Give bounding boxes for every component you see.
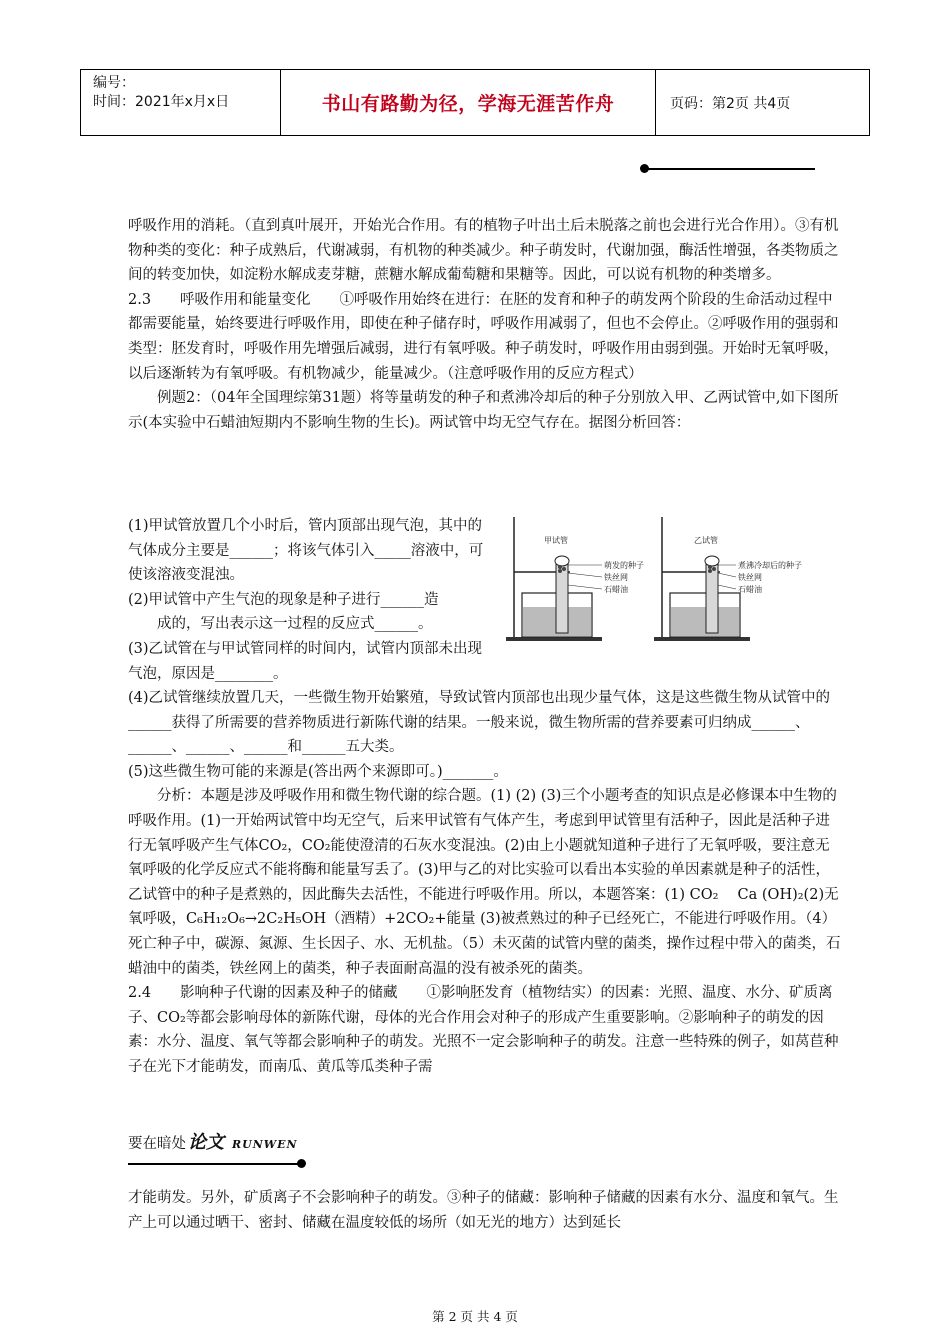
body-top — [128, 214, 843, 435]
page-footer: 第 2 页 共 4 页 — [432, 1309, 518, 1324]
continuation-paragraph: 才能萌发。另外，矿质离子不会影响种子的萌发。③种子的储藏：影响种子储藏的因素有水分、温度和氧气。生产上可以通过晒干、密封、储藏在温度较低的场所（如无光的地方）达到延长 — [128, 1190, 839, 1231]
paragraph-2: 2.3 呼吸作用和能量变化 ①呼吸作用始终在进行：在胚的发育和种子的萌发两个阶段的生命活动过程中都需要能量，始终要进行呼吸作用，即使在种子储存时，呼吸作用减弱了，但也不会停止。②呼吸作用的强弱和类型：胚发育时，呼吸作用先增强后减弱，进行有氧呼吸。种子萌发时，呼吸作用由弱到强。开始时无氧呼吸，以后逐渐转为有氧呼吸。有机物减少，能量减少。（注意呼吸作用的反应方程式） — [128, 291, 839, 382]
section-2-4: 2.4 影响种子代谢的因素及种子的储藏 ①影响胚发育（植物结实）的因素：光照、温度、水分、矿质离子、CO₂等都会影响母体的新陈代谢，母体的光合作用会对种子的形成产生重要影响。②影响种子的萌发的因素：水分、温度、氧气等都会影响种子的萌发。光照不一定会影响种子的萌发。注意一些特殊的例子，如莴苣种子在光下才能萌发，而南瓜、黄瓜等瓜类种子需 — [128, 985, 839, 1075]
apparatus-a — [506, 517, 644, 641]
deco-dot-bottom — [297, 1159, 306, 1168]
body-middle — [128, 686, 843, 1080]
question-2a: (2)甲试管中产生气泡的现象是种子进行______造 — [128, 591, 439, 608]
question-5: (5)这些微生物可能的来源是(答出两个来源即可。)_______。 — [128, 763, 508, 780]
paragraph-1: 呼吸作用的消耗。（直到真叶展开，开始光合作用。有的植物子叶出土后未脱落之前也会进行光合作用）。③有机物种类的变化：种子成熟后，代谢减弱，有机物的种类减少。种子萌发时，代谢加强，酶活性增强，各类物质之间的转变加快，如淀粉水解成麦芽糖，蔗糖水解成葡萄糖和果糖等。因此，可以说有机物的种类增多。 — [128, 218, 839, 284]
header-page-cell — [656, 70, 869, 135]
runwen-logo: 论文 — [188, 1132, 224, 1153]
body-bottom — [128, 1186, 843, 1235]
runwen-line — [128, 1128, 298, 1154]
paragraph-example: 例题2：（04年全国理综第31题）将等量萌发的种子和煮沸冷却后的种子分别放入甲、乙两试管中,如下图所示(本实验中石蜡油短期内不影响生物的生长)。两试管中均无空气存在。据图分析回答： — [128, 390, 839, 431]
questions-left — [128, 514, 493, 686]
deco-line-top — [645, 168, 815, 170]
tube-b-label-mesh: 铁丝网 — [738, 573, 762, 582]
deco-line-bottom — [128, 1163, 300, 1165]
analysis-paragraph: 分析：本题是涉及呼吸作用和微生物代谢的综合题。(1) (2) (3)三个小题考查的知识点是必修课本中生物的呼吸作用。(1)一开始两试管中均无空气，后来甲试管有气体产生，考虑到甲试管里有活种子，因此是活种子进行无氧呼吸产生气体CO₂，CO₂能使澄清的石灰水变混浊。(2)由上小题就知道种子进行了无氧呼吸，要注意无氧呼吸的化学反应式不能将酶和能量写丢了。(3)甲与乙的对比实验可以看出本实验的单因素就是种子的活性，乙试管中的种子是煮熟的，因此酶失去活性，不能进行呼吸作用。所以，本题答案：(1) CO₂ Ca (OH)₂(2)无氧呼吸，C₆H₁₂O₆→2C₂H₅OH（酒精）+2CO₂+能量 (3)被煮熟过的种子已经死亡，不能进行呼吸作用。（4）死亡种子中，碳源、氮源、生长因子、水、无机盐。（5）未灭菌的试管内壁的菌类，操作过程中带入的菌类，石蜡油中的菌类，铁丝网上的菌类，种子表面耐高温的没有被杀死的菌类。 — [128, 788, 841, 977]
header-motto-cell — [281, 70, 656, 135]
page-info: 页码：第2页 共4页 — [670, 95, 791, 112]
tube-b-title: 乙试管 — [694, 536, 718, 545]
motto: 书山有路勤为径，学海无涯苦作舟 — [321, 93, 615, 115]
tube-a-label-mesh: 铁丝网 — [604, 573, 628, 582]
number-label: 编号： — [93, 75, 135, 91]
tube-a-title: 甲试管 — [544, 536, 568, 545]
question-4: (4)乙试管继续放置几天，一些微生物开始繁殖，导致试管内顶部也出现少量气体，这是这些微生物从试管中的______获得了所需要的营养物质进行新陈代谢的结果。一般来说，微生物所需的营养要素可归纳成______、______、______、______和______五大类。 — [128, 690, 831, 756]
tube-a-label-oil: 石蜡油 — [604, 585, 628, 594]
apparatus-b — [654, 517, 802, 641]
question-1: (1)甲试管放置几个小时后，管内顶部出现气泡，其中的气体成分主要是______；将该气体引入_____溶液中，可使该溶液变混浊。 — [128, 518, 484, 584]
test-tube-diagram — [500, 515, 840, 645]
header-table — [80, 69, 870, 136]
time-label: 时间：2021年x月x日 — [93, 94, 230, 110]
tube-b-label-seeds: 煮沸冷却后的种子 — [738, 561, 802, 570]
question-2b: 成的，写出表示这一过程的反应式______。 — [157, 616, 433, 633]
experiment-figure — [500, 515, 840, 645]
tube-a-label-seeds: 萌发的种子 — [604, 561, 644, 570]
question-3: (3)乙试管在与甲试管同样的时间内，试管内顶部未出现气泡，原因是________。 — [128, 640, 483, 682]
header-left-cell — [81, 70, 281, 135]
runwen-prefix: 要在暗处 — [128, 1136, 186, 1152]
runwen-latin: RUNWEN — [232, 1138, 298, 1151]
tube-b-label-oil: 石蜡油 — [738, 585, 762, 594]
